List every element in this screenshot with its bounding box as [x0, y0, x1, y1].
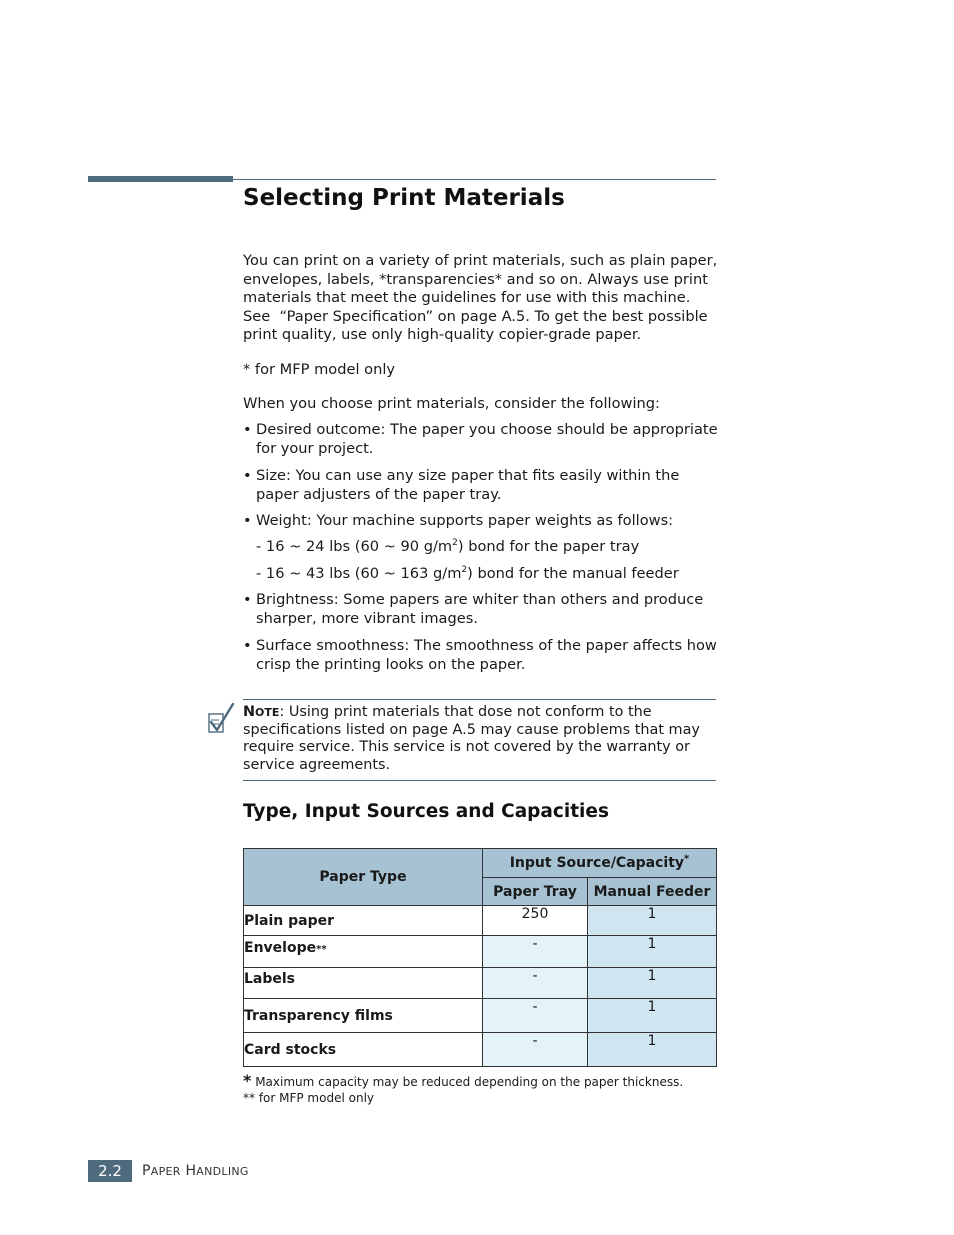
- weight-sup: 2: [461, 565, 468, 576]
- page-number: 2.2: [88, 1160, 132, 1182]
- paper-name: Transparency films: [244, 1007, 393, 1024]
- weight-text: ) bond for the paper tray: [457, 538, 640, 555]
- header-paper-tray: Paper Tray: [483, 878, 588, 906]
- footer-cap: P: [142, 1163, 151, 1179]
- footnote-text: Maximum capacity may be reduced depending on the paper thickness.: [255, 1075, 684, 1089]
- note-block: [243, 704, 718, 774]
- note-label-rest: OTE: [255, 706, 280, 719]
- cell-paper-name: [244, 1033, 483, 1067]
- weight-text: - 16 ~ 43 lbs (60 ~ 163 g/m: [256, 565, 462, 582]
- title-rule-accent: [88, 176, 233, 182]
- cell-tray: -: [483, 1033, 588, 1067]
- bullet-dot: •: [243, 637, 252, 654]
- paper-name: Plain paper: [244, 912, 335, 929]
- cell-tray: -: [483, 936, 588, 968]
- header-manual-feeder: Manual Feeder: [588, 878, 717, 906]
- cell-feeder: 1: [588, 968, 717, 999]
- bullet-desired-outcome: [243, 421, 718, 458]
- cell-tray: 250: [483, 906, 588, 936]
- bullet-text: Size: You can use any size paper that fits easily within the paper adjusters of the paper tray.: [256, 467, 680, 503]
- cell-feeder: 1: [588, 906, 717, 936]
- consider-text: When you choose print materials, consider the following:: [243, 395, 660, 412]
- intro-text: You can print on a variety of print materials, such as plain paper, envelopes, labels, *transparencies* and so on. Always use print materials that meet the guidelines for use with this machine. See “Paper Specification” on page A.5. To get the best possible print quality, use only high-quality copier-grade paper.: [243, 252, 718, 343]
- header-paper-type: Paper Type: [244, 849, 483, 906]
- paper-name: Envelope: [244, 940, 317, 956]
- cell-tray: -: [483, 968, 588, 999]
- cell-paper-name: [244, 999, 483, 1033]
- footer-sc: ANDLING: [196, 1165, 249, 1178]
- paper-capacity-table: [243, 848, 717, 1067]
- bullet-text: Surface smoothness: The smoothness of the paper affects how crisp the printing looks on the paper.: [256, 637, 717, 673]
- checkmark-note-icon: [207, 702, 235, 736]
- weight-text: ) bond for the manual feeder: [467, 565, 679, 582]
- note-label-first: N: [243, 704, 256, 720]
- table-row: [244, 906, 717, 936]
- cell-feeder: 1: [588, 1033, 717, 1067]
- mfp-note: [243, 361, 718, 380]
- header-input-mark: *: [684, 853, 690, 865]
- cell-feeder: 1: [588, 936, 717, 968]
- footer-cap: H: [185, 1163, 197, 1179]
- footnote-mfp: ** for MFP model only: [243, 1091, 374, 1105]
- header-input-text: Input Source/Capacity: [509, 855, 685, 871]
- note-bottom-rule: [243, 780, 716, 781]
- footer-sc: APER: [150, 1165, 181, 1178]
- weight-manual-feeder: [256, 565, 679, 584]
- cell-tray: -: [483, 999, 588, 1033]
- bullet-dot: •: [243, 512, 252, 529]
- weight-sup: 2: [452, 538, 458, 549]
- header-input-source: [483, 849, 717, 878]
- cell-paper-name: [244, 968, 483, 999]
- title-rule-line: [233, 179, 716, 180]
- weight-text: - 16 ~ 24 lbs (60 ~ 90 g/m: [256, 538, 453, 555]
- cell-feeder: 1: [588, 999, 717, 1033]
- table-row: [244, 968, 717, 999]
- bullet-dot: •: [243, 421, 252, 438]
- cell-paper-name: [244, 936, 483, 968]
- note-top-rule: [243, 699, 716, 700]
- bullet-text: Brightness: Some papers are whiter than others and produce sharper, more vibrant images.: [256, 591, 704, 627]
- footer-section-label: [142, 1163, 249, 1179]
- bullet-brightness: [243, 591, 718, 628]
- bullet-dot: •: [243, 467, 252, 484]
- table-row: [244, 999, 717, 1033]
- bullet-text: Weight: Your machine supports paper weights as follows:: [256, 512, 674, 529]
- footnote-star: *: [243, 1071, 252, 1090]
- paper-name: Labels: [244, 971, 296, 987]
- bullet-weight: [243, 512, 718, 531]
- intro-paragraph: [243, 252, 718, 345]
- footnote-capacity: [243, 1071, 683, 1090]
- bullet-dot: •: [243, 591, 252, 608]
- bullet-size: [243, 467, 718, 504]
- bullet-smoothness: [243, 637, 718, 674]
- weight-paper-tray: [256, 538, 639, 557]
- paper-name: Card stocks: [244, 1041, 337, 1058]
- note-text: : Using print materials that dose not conform to the specifications listed on page A.5 may cause problems that may require service. This service is not covered by the warranty or service agreements.: [243, 704, 700, 773]
- table-row: [244, 936, 717, 968]
- paper-mark: **: [316, 944, 327, 955]
- note-label: [243, 704, 279, 720]
- page-title: Selecting Print Materials: [243, 185, 565, 211]
- bullet-text: Desired outcome: The paper you choose should be appropriate for your project.: [256, 421, 718, 457]
- consider-paragraph: [243, 395, 718, 414]
- table-header-row: [244, 849, 717, 878]
- cell-paper-name: [244, 906, 483, 936]
- section-title: Type, Input Sources and Capacities: [243, 801, 609, 822]
- table-row: [244, 1033, 717, 1067]
- mfp-note-text: * for MFP model only: [243, 361, 396, 378]
